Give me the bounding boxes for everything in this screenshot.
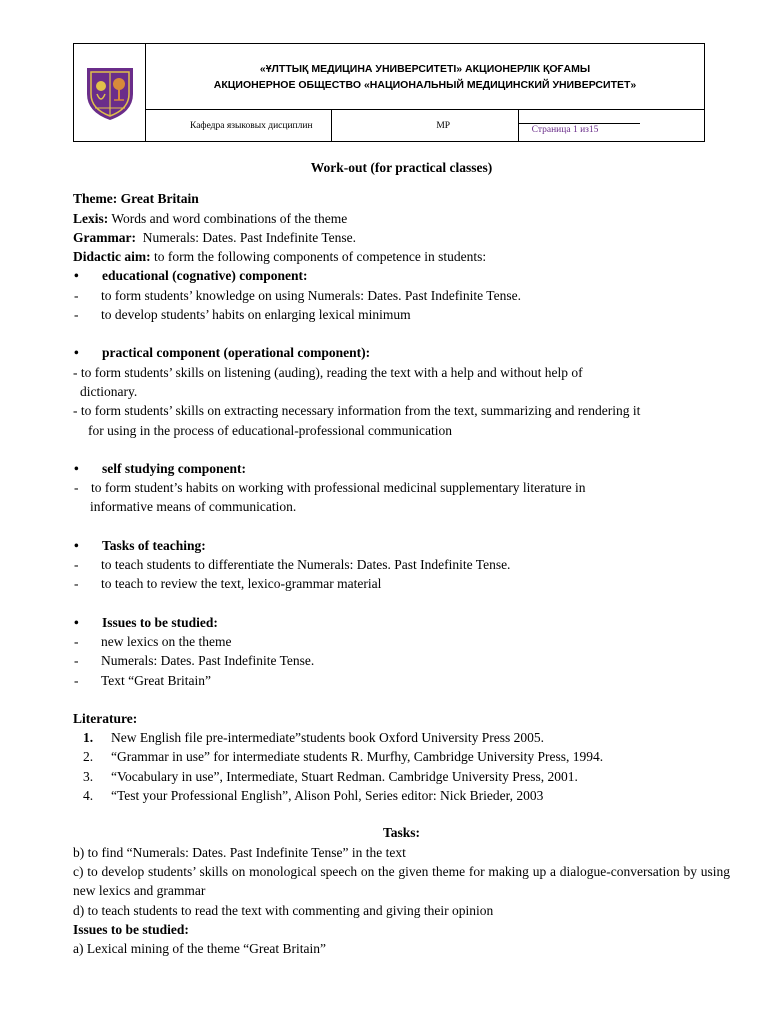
page-number: Страница 1 из15: [518, 123, 640, 136]
practical-heading: • practical component (operational component):: [74, 345, 371, 361]
literature-item: 3. “Vocabulary in use”, Intermediate, Stuart Redman. Cambridge University Press, 2001.: [83, 768, 578, 784]
lexis-label: Lexis:: [73, 210, 109, 226]
list-item: - to form students’ knowledge on using Numerals: Dates. Past Indefinite Tense.: [74, 287, 521, 303]
literature-item: 1. New English file pre-intermediate”students book Oxford University Press 2005.: [83, 730, 545, 746]
literature-item: 4. “Test your Professional English”, Alison Pohl, Series editor: Nick Brieder, 2003: [83, 788, 544, 804]
educational-heading: • educational (cognative) component:: [74, 268, 308, 284]
list-item: - new lexics on the theme: [74, 633, 232, 649]
list-item: - to form students’ skills on listening (auding), reading the text with a help and without help of: [73, 364, 583, 380]
page-cell: [518, 110, 704, 142]
document-body: [73, 158, 730, 958]
grammar-line: [73, 228, 730, 247]
issues-heading: • Issues to be studied:: [74, 614, 218, 630]
list-item: - to teach to review the text, lexico-grammar material: [74, 576, 382, 592]
list-item: - Numerals: Dates. Past Indefinite Tense.: [74, 653, 315, 669]
task-b: b) to find “Numerals: Dates. Past Indefinite Tense” in the text: [73, 844, 406, 860]
org-name-russian: АКЦИОНЕРНОЕ ОБЩЕСТВО «НАЦИОНАЛЬНЫЙ МЕДИЦИНСКИЙ УНИВЕРСИТЕТ»: [213, 78, 637, 91]
list-item: - to form student’s habits on working with professional medicinal supplementary literature in: [74, 480, 586, 496]
didactic-line: [73, 247, 730, 266]
didactic-value: to form the following components of competence in students:: [153, 249, 487, 265]
theme-value: Great Britain: [120, 191, 199, 207]
tasks-teaching-heading: • Tasks of teaching:: [74, 537, 206, 553]
theme-line: [73, 189, 730, 208]
list-item: - to develop students’ habits on enlarging lexical minimum: [74, 307, 411, 323]
list-item: - Text “Great Britain”: [74, 672, 212, 688]
department-name: Кафедра языковых дисциплин: [146, 110, 332, 142]
issue-a: a) Lexical mining of the theme “Great Britain”: [73, 941, 327, 957]
lexis-value: Words and word combinations of the theme: [111, 210, 348, 226]
grammar-value: Numerals: Dates. Past Indefinite Tense.: [142, 229, 356, 245]
issues2-heading: Issues to be studied:: [73, 921, 189, 937]
task-d: d) to teach students to read the text with commenting and giving their opinion: [73, 902, 494, 918]
logo-cell: [74, 44, 146, 142]
task-c: c) to develop students’ skills on monological speech on the given theme for making up a dialogue-conversation by using new lexics and grammar: [73, 863, 730, 899]
lexis-line: [73, 209, 730, 228]
list-item-continuation: dictionary.: [80, 383, 138, 399]
document-code: МР: [332, 110, 518, 142]
org-name-kazakh: «ҰЛТТЫҚ МЕДИЦИНА УНИВЕРСИТЕТІ» АКЦИОНЕРЛІК ҚОҒАМЫ: [259, 62, 591, 75]
list-item: - to form students’ skills on extracting necessary information from the text, summarizing and rendering it: [73, 403, 641, 419]
list-item: - to teach students to differentiate the Numerals: Dates. Past Indefinite Tense.: [74, 557, 511, 573]
didactic-label: Didactic aim:: [73, 249, 151, 265]
list-item-continuation: informative means of communication.: [90, 499, 297, 515]
tasks-heading: Tasks:: [382, 825, 421, 841]
literature-item: 2. “Grammar in use” for intermediate students R. Murfhy, Cambridge University Press, 1994.: [83, 749, 604, 765]
list-item-continuation: for using in the process of educational-professional communication: [88, 422, 453, 438]
grammar-label: Grammar:: [73, 229, 136, 245]
document-header: [73, 43, 705, 142]
self-studying-heading: • self studying component:: [74, 460, 247, 476]
theme-label: Theme:: [73, 191, 118, 207]
page-title: Work-out (for practical classes): [310, 160, 493, 175]
literature-heading: Literature:: [73, 710, 138, 726]
organization-name: [146, 44, 705, 110]
university-crest-icon: [81, 64, 139, 122]
